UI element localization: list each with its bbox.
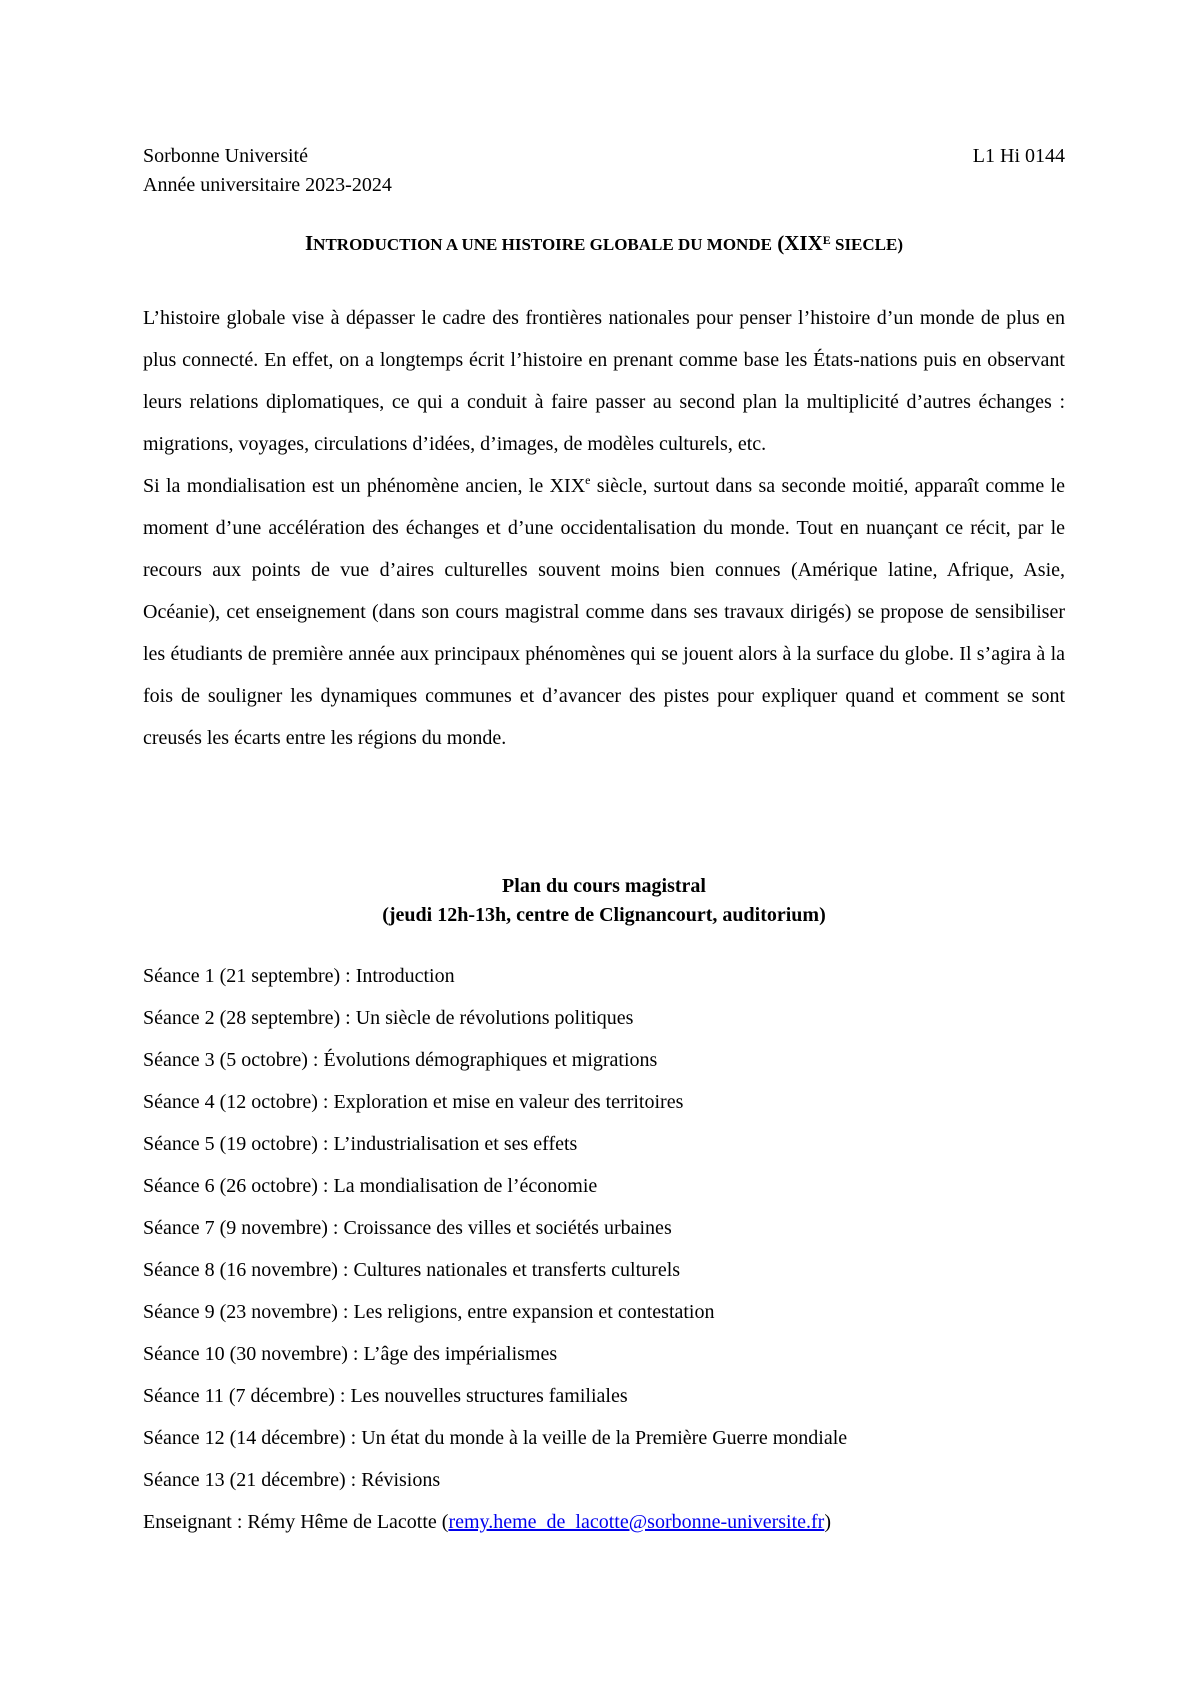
course-code: L1 Hi 0144: [972, 145, 1065, 167]
academic-year: Année universitaire 2023-2024: [143, 174, 392, 196]
intro-paragraph-2: [143, 465, 1065, 759]
intro-text: [143, 297, 1065, 759]
title-century: XIX: [784, 231, 823, 255]
title-open-paren: (: [771, 231, 785, 255]
header-row: [143, 142, 1065, 171]
session-item: Séance 10 (30 novembre) : L’âge des impérialismes: [143, 1343, 558, 1365]
session-item: Séance 8 (16 novembre) : Cultures nationales et transferts culturels: [143, 1259, 681, 1281]
plan-heading: [143, 872, 1065, 930]
session-item: Séance 7 (9 novembre) : Croissance des villes et sociétés urbaines: [143, 1217, 672, 1239]
intro-paragraph-2-start: Si la mondialisation est un phénomène ancien, le XIX: [143, 475, 586, 497]
teacher-line: [143, 1501, 1103, 1543]
intro-paragraph-1: L’histoire globale vise à dépasser le cadre des frontières nationales pour penser l’histoire d’un monde de plus en plus connecté. En effet, on a longtemps écrit l’histoire en prenant comme base les États-nations puis en observant leurs relations diplomatiques, ce qui a conduit à faire passer au second plan la multiplicité d’autres échanges : migrations, voyages, circulations d’idées, d’images, de modèles culturels, etc.: [143, 307, 1065, 455]
session-item: Séance 9 (23 novembre) : Les religions, entre expansion et contestation: [143, 1301, 715, 1323]
teacher-label: Enseignant : Rémy Hême de Lacotte (: [143, 1511, 449, 1533]
teacher-email-link[interactable]: remy.heme_de_lacotte@sorbonne-universite.fr: [448, 1511, 825, 1533]
document-header: [143, 142, 1065, 200]
teacher-close-paren: ): [824, 1511, 831, 1533]
session-item: Séance 1 (21 septembre) : Introduction: [143, 965, 455, 987]
session-item: Séance 3 (5 octobre) : Évolutions démographiques et migrations: [143, 1049, 658, 1071]
session-item: Séance 6 (26 octobre) : La mondialisation de l’économie: [143, 1175, 598, 1197]
plan-title: Plan du cours magistral: [502, 875, 706, 897]
intro-paragraph-2-end: siècle, surtout dans sa seconde moitié, apparaît comme le moment d’une accélération des échanges et d’une occidentalisation du monde. Tout en nuançant ce récit, par le recours aux points de vue d’aires culturelles souvent moins bien connues (Amérique latine, Afrique, Asie, Océanie), cet enseignement (dans son cours magistral comme dans ses travaux dirigés) se propose de sensibiliser les étudiants de première année aux principaux phénomènes qui se jouent alors à la surface du globe. Il s’agira à la fois de souligner les dynamiques communes et d’avancer des pistes pour expliquer quand et comment se sont creusés les écarts entre les régions du monde.: [143, 475, 1065, 749]
document-title: [143, 229, 1065, 259]
university-name: Sorbonne Université: [143, 145, 308, 167]
plan-subtitle: (jeudi 12h-13h, centre de Clignancourt, auditorium): [382, 904, 826, 926]
title-siecle: SIECLE): [830, 235, 904, 254]
intro-paragraph-2-sup: e: [585, 473, 591, 487]
session-item: Séance 5 (19 octobre) : L’industrialisation et ses effets: [143, 1133, 578, 1155]
title-initial: I: [304, 231, 314, 255]
session-list: [143, 955, 1065, 1501]
session-item: Séance 2 (28 septembre) : Un siècle de révolutions politiques: [143, 1007, 634, 1029]
title-text: NTRODUCTION A UNE HISTOIRE GLOBALE DU MONDE: [313, 235, 772, 254]
session-item: Séance 12 (14 décembre) : Un état du monde à la veille de la Première Guerre mondiale: [143, 1427, 848, 1449]
title-century-sup: E: [822, 233, 831, 247]
session-item: Séance 13 (21 décembre) : Révisions: [143, 1469, 441, 1491]
session-item: Séance 4 (12 octobre) : Exploration et mise en valeur des territoires: [143, 1091, 684, 1113]
session-item: Séance 11 (7 décembre) : Les nouvelles structures familiales: [143, 1385, 628, 1407]
